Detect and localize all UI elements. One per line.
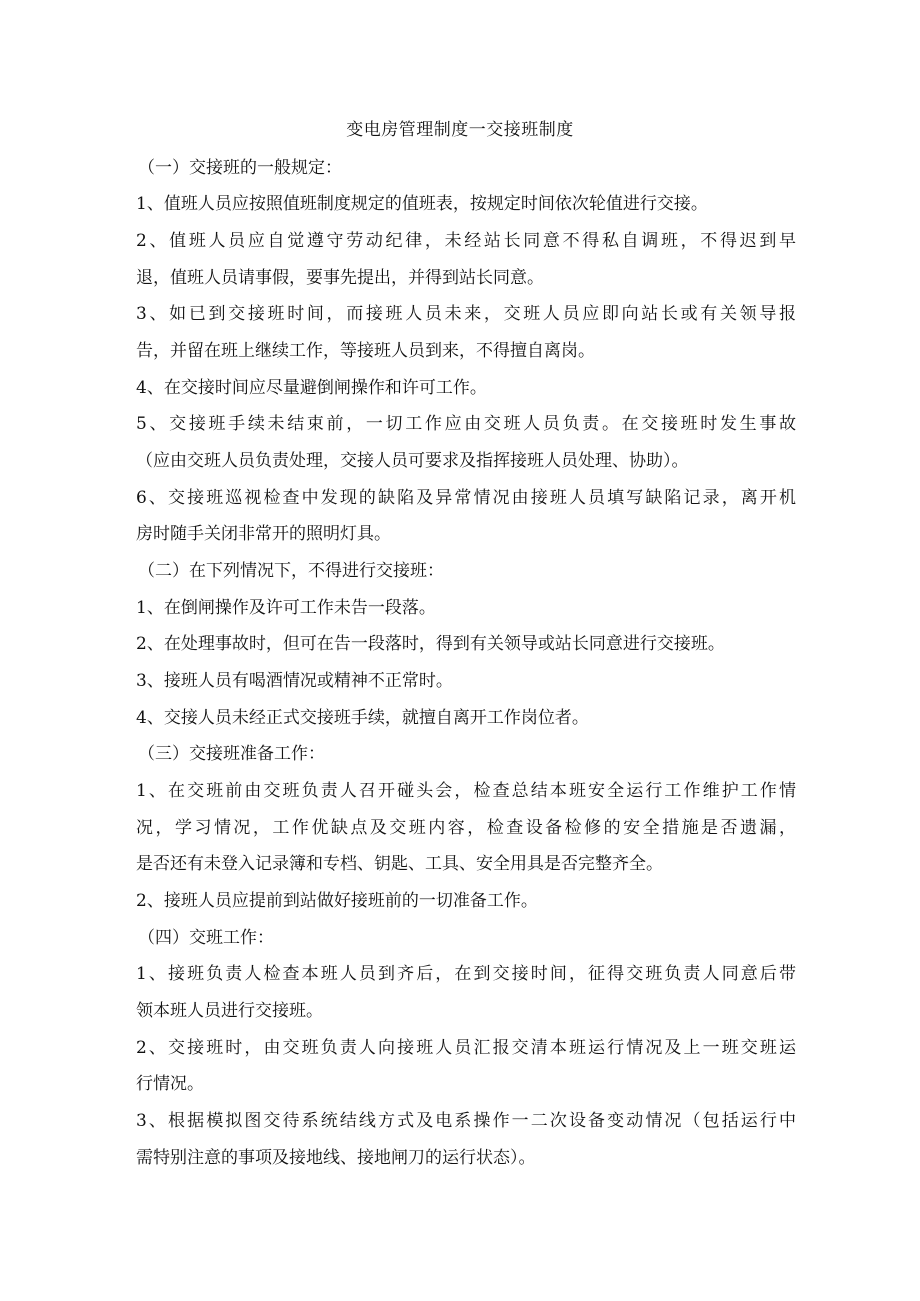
paragraph-line: 1、在交班前由交班负责人召开碰头会，检查总结本班安全运行工作维护工作情 <box>136 781 796 801</box>
paragraph-line: 房时随手关闭非常开的照明灯具。 <box>136 524 391 544</box>
paragraph-line: 1、接班负责人检查本班人员到齐后，在到交接时间，征得交班负责人同意后带 <box>136 964 796 984</box>
paragraph-line: 3、如已到交接班时间，而接班人员未来，交班人员应即向站长或有关领导报 <box>136 304 796 324</box>
paragraph-line: 是否还有未登入记录簿和专档、钥匙、工具、安全用具是否完整齐全。 <box>136 854 663 874</box>
section-heading-3: （三）交接班准备工作： <box>138 744 325 764</box>
section-heading-4: （四）交班工作： <box>138 928 274 948</box>
paragraph-line: 领本班人员进行交接班。 <box>136 1001 323 1021</box>
paragraph-line: 5、交接班手续未结束前，一切工作应由交班人员负责。在交接班时发生事故 <box>136 414 796 434</box>
section-heading-2: （二）在下列情况下，不得进行交接班： <box>138 561 444 581</box>
paragraph-line: （应由交班人员负责处理，交接人员可要求及指挥接班人员处理、协助）。 <box>136 451 689 471</box>
paragraph-line: 行情况。 <box>136 1074 204 1094</box>
paragraph-line: 1、在倒闸操作及许可工作未告一段落。 <box>136 598 436 618</box>
paragraph-line: 需特别注意的事项及接地线、接地闸刀的运行状态）。 <box>136 1148 536 1168</box>
section-heading-1: （一）交接班的一般规定： <box>138 158 342 178</box>
paragraph-line: 退，值班人员请事假，要事先提出，并得到站长同意。 <box>136 268 544 288</box>
paragraph-line: 告，并留在班上继续工作，等接班人员到来，不得擅自离岗。 <box>136 341 595 361</box>
paragraph-line: 4、交接人员未经正式交接班手续，就擅自离开工作岗位者。 <box>136 708 589 728</box>
paragraph-line: 1、值班人员应按照值班制度规定的值班表，按规定时间依次轮值进行交接。 <box>136 194 708 214</box>
paragraph-line: 2、接班人员应提前到站做好接班前的一切准备工作。 <box>136 891 538 911</box>
paragraph-line: 4、在交接时间应尽量避倒闸操作和许可工作。 <box>136 378 487 398</box>
paragraph-line: 3、根据模拟图交待系统结线方式及电系操作一二次设备变动情况（包括运行中 <box>136 1111 796 1131</box>
document-title: 变电房管理制度一交接班制度 <box>346 120 574 140</box>
paragraph-line: 2、交接班时，由交班负责人向接班人员汇报交清本班运行情况及上一班交班运 <box>136 1038 796 1058</box>
paragraph-line: 况，学习情况，工作优缺点及交班内容，检查设备检修的安全措施是否遗漏， <box>136 818 796 838</box>
paragraph-line: 2、值班人员应自觉遵守劳动纪律，未经站长同意不得私自调班，不得迟到早 <box>136 231 796 251</box>
paragraph-line: 2、在处理事故时，但可在告一段落时，得到有关领导或站长同意进行交接班。 <box>136 634 725 654</box>
paragraph-line: 6、交接班巡视检查中发现的缺陷及异常情况由接班人员填写缺陷记录，离开机 <box>136 488 796 508</box>
paragraph-line: 3、接班人员有喝酒情况或精神不正常时。 <box>136 671 453 691</box>
